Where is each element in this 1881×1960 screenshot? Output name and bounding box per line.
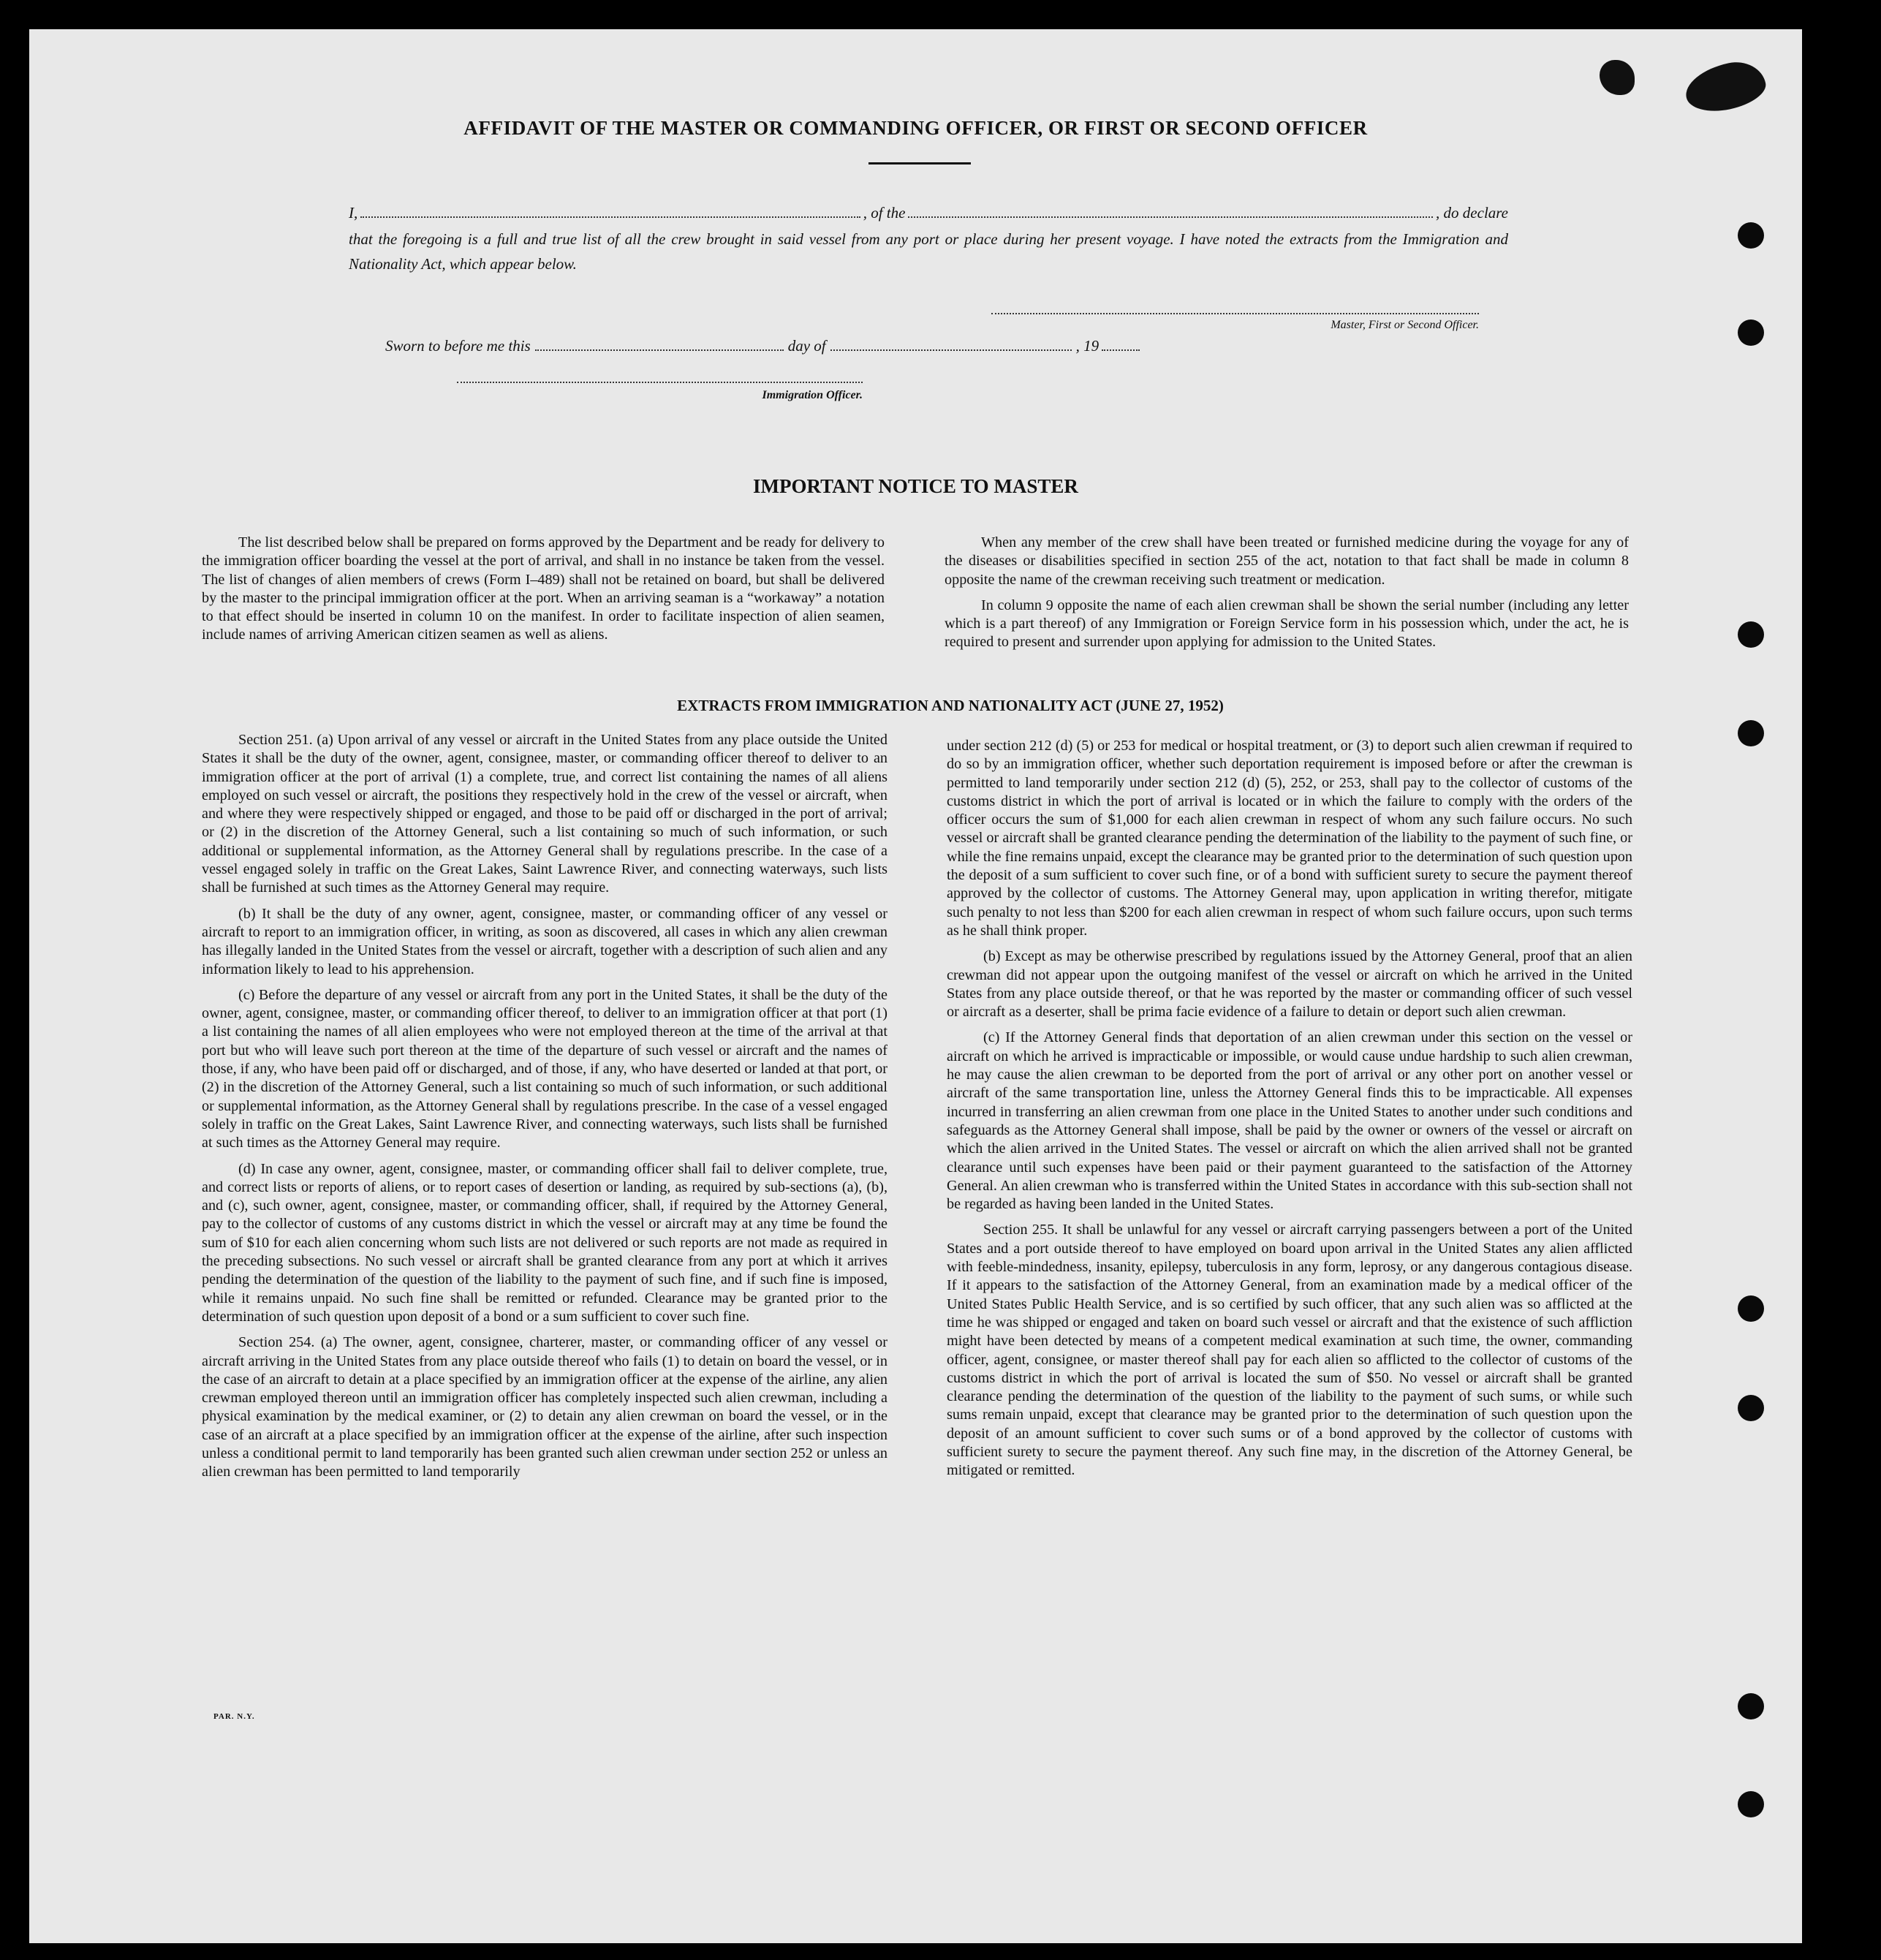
notice-paragraph: When any member of the crew shall have been treated or furnished medicine during the voyage for any of the diseases or disabilities specified in section 255 of the act, notation to that fact shall be made in column 8 opposite the name of the crewman receiving such treatment or medication. [945, 534, 1629, 588]
ink-blot [1681, 56, 1769, 118]
title-divider [868, 162, 971, 164]
binder-hole [1738, 720, 1764, 746]
name-field[interactable] [360, 203, 860, 218]
officer-signature-caption: Immigration Officer. [762, 389, 863, 401]
statute-paragraph: (d) In case any owner, agent, consignee, master, or commanding officer shall fail to deliver complete, true, and correct lists or reports of aliens, or to report cases of desertion or landing, as required by sub-sections (a), (b), and (c), such owner, agent, consignee, master, or commanding officer, shall, if required by the Attorney General, pay to the collector of customs of any customs district in which the vessel or aircraft may at any time be found the sum of $10 for each alien concerning whom such lists are not delivered or such reports are not made as required in the preceding subsections. No such vessel or aircraft shall be granted clearance from any port at which it arrives pending the determination of the question of the liability to the payment of such fine, and if such fine is imposed, while it remains unpaid. No such fine shall be remitted or refunded. Clearance may be granted prior to the determination of such question upon deposit of a bond or a sum sufficient to cover such fine. [202, 1160, 887, 1325]
binder-hole [1738, 1395, 1764, 1421]
statute-paragraph: (c) Before the departure of any vessel or aircraft from any port in the United States, it shall be the duty of the owner, agent, consignee, master, or commanding officer thereof, to deliver to an immigration officer at that port (1) a list containing the names of all alien employees who were not employed thereon at the time of the arrival at that port but who will leave such port thereon at the time of the departure of such vessel or aircraft and the names of those, if any, who have been paid off or discharged, and of those, if any, who have deserted or landed at that port, or (2) in the discretion of the Attorney General, such a list containing so much of such information, or such additional or supplemental information, as the Attorney General shall by regulations prescribe. In the case of a vessel engaged solely in traffic on the Great Lakes, Saint Lawrence River, and connecting waterways, such lists shall be furnished at such times as the Attorney General may require. [202, 986, 887, 1151]
year-label: , 19 [1075, 337, 1100, 355]
notice-title: IMPORTANT NOTICE TO MASTER [753, 475, 1078, 497]
binder-hole [1738, 1791, 1764, 1817]
statute-paragraph: Section 255. It shall be unlawful for any vessel or aircraft carrying passengers between a port of the United States and a port outside thereof to have employed on board upon arrival in the United States any alien afflicted with feeble-mindedness, insanity, epilepsy, tuberculosis in any form, leprosy, or any dangerous contagious disease. If it appears to the satisfaction of the Attorney General, from an examination made by a medical officer of the United States Public Health Service, and is so certified by such officer, that any such alien was so afflicted at the time he was shipped or engaged and taken on board such vessel or aircraft and that the existence of such affliction might have been detected by means of a competent medical examination at such time, the owner, commanding officer, agent, consignee, or master thereof shall pay for each alien so afflicted to the collector of customs of the customs district in which the port of arrival is located the sum of $50. No vessel or aircraft shall be granted clearance pending the determination of the question of the liability to the payment of such sums, or while such sums remain unpaid, except that clearance may be granted prior to the determination of such question upon the deposit of an amount sufficient to cover such sums or of a bond approved by the collector of customs with sufficient surety to secure the payment thereof. Any such fine may, in the discretion of the Attorney General, be mitigated or remitted. [947, 1222, 1632, 1479]
statute-paragraph: (b) Except as may be otherwise prescribed by regulations issued by the Attorney General, proof that an alien crewman did not appear upon the outgoing manifest of the vessel or aircraft on which he arrived in the United States from any place outside thereof, or that he was reported by the master or commanding officer of such vessel or aircraft as a deserter, shall be prima facie evidence of a failure to detain or deport such alien crewman. [947, 948, 1632, 1021]
notice-right-column [945, 534, 1629, 659]
of-the-label: , of the [863, 204, 906, 222]
statute-paragraph: Section 251. (a) Upon arrival of any vessel or aircraft in the United States from any place outside the United States it shall be the duty of the owner, agent, consignee, master, or commanding officer thereof to deliver to an immigration officer at the port of arrival (1) a complete, true, and correct list containing the names of all aliens employed on such vessel or aircraft, the positions they respectively hold in the crew of the vessel or aircraft, when and where they were respectively shipped or engaged, and those to be paid off or discharged in the port of arrival; or (2) in the discretion of the Attorney General, such a list containing so much of such information, or such additional or supplemental information, as the Attorney General shall by regulations prescribe. In the case of a vessel engaged solely in traffic on the Great Lakes, Saint Lawrence River, and connecting waterways, such lists shall be furnished at such times as the Attorney General may require. [202, 732, 887, 896]
notice-paragraph: In column 9 opposite the name of each alien crewman shall be shown the serial number (including any letter which is a part thereof) of any Immigration or Foreign Service form in his possession which, under the act, he is required to present and surrender upon applying for admission to the United States. [945, 597, 1629, 651]
statute-paragraph: (c) If the Attorney General finds that deportation of an alien crewman under this section on the vessel or aircraft on which he arrived is impracticable or impossible, or would cause undue hardship to such alien crewman, he may cause the alien crewman to be deported from the port of arrival or any other port on another vessel or aircraft of the same transportation line, unless the Attorney General finds this to be impracticable. All expenses incurred in transferring an alien crewman from one place in the United States to another under such conditions and safeguards as the Attorney General shall impose, shall be paid by the owner or owners of the vessel or aircraft on which the alien arrived in the United States. The vessel or aircraft on which the alien arrived shall not be granted clearance until such expenses have been paid or their payment guaranteed to the satisfaction of the Attorney General. An alien crewman who is transferred within the United States in accordance with this sub-section shall not be regarded as having been landed in the United States. [947, 1029, 1632, 1213]
notice-paragraph: The list described below shall be prepared on forms approved by the Department and be ready for delivery to the immigration officer boarding the vessel at the port of arrival, and shall in no instance be taken from the vessel. The list of changes of alien members of crews (Form I–489) shall not be retained on board, but shall be delivered by the master to the principal immigration officer at the port. When an arriving seaman is a “workaway” a notation to that effect should be inserted in column 10 on the manifest. In order to facilitate inspection of alien seamen, include names of arriving American citizen seamen as well as aliens. [202, 534, 885, 643]
statute-paragraph: (b) It shall be the duty of any owner, agent, consignee, master, or commanding officer of any vessel or aircraft to report to an immigration officer, in writing, as soon as discovered, all cases in which any alien crewman has illegally landed in the United States from the vessel or aircraft, together with a description of such alien and any information likely to lead to his apprehension. [202, 905, 887, 977]
sworn-year-field[interactable] [1102, 336, 1140, 351]
day-of-label: day of [787, 337, 826, 355]
sworn-month-field[interactable] [830, 336, 1072, 351]
master-signature-caption: Master, First or Second Officer. [1331, 319, 1479, 331]
affidavit-title: AFFIDAVIT OF THE MASTER OR COMMANDING OFFICER, OR FIRST OR SECOND OFFICER [463, 117, 1368, 139]
binder-hole [1738, 222, 1764, 249]
statute-paragraph: Section 254. (a) The owner, agent, consignee, charterer, master, or commanding officer of any vessel or aircraft arriving in the United States from any place outside thereof who fails (1) to detain on board the vessel, or in the case of an aircraft to detain at a place specified by an immigration officer at the expense of the airline, any alien crewman employed thereon until an immigration officer has completely inspected such alien crewman, including a physical examination by the medical examiner, or (2) to detain any alien crewman on board the vessel, or in the case of an aircraft at a place specified by an immigration officer at the expense of the airline, after such inspection unless a conditional permit to land temporarily has been granted such alien crewman under section 252 or unless an alien crewman has been permitted to land temporarily [202, 1334, 887, 1480]
binder-hole [1738, 1295, 1764, 1322]
binder-hole [1738, 621, 1764, 648]
do-declare-label: , do declare [1436, 204, 1508, 222]
document-page [29, 29, 1802, 1943]
vessel-field[interactable] [908, 203, 1433, 218]
notice-left-column [202, 534, 885, 652]
declaration-block [349, 199, 1508, 227]
declaration-text: that the foregoing is a full and true list of all the crew brought in said vessel from any port or place during her present voyage. I have noted the extracts from the Immigration and Nationality Act, which appear below. [349, 230, 1508, 273]
officer-signature-line[interactable] [457, 382, 863, 383]
ink-blot [1600, 60, 1635, 95]
printer-mark: PAR. N.Y. [213, 1712, 255, 1721]
sworn-day-field[interactable] [535, 336, 784, 351]
binder-hole [1738, 319, 1764, 346]
sworn-label: Sworn to before me this [385, 337, 531, 355]
statute-paragraph: under section 212 (d) (5) or 253 for medical or hospital treatment, or (3) to deport such alien crewman if required to do so by an immigration officer, whether such deportation requirement is imposed before or after the crewman is permitted to land temporarily under section 212 (d) (5), 252, or 253, shall pay to the collector of customs of the customs district in which the port of arrival is located or in which the failure to comply with the orders of the officer occurs the sum of $1,000 for each alien crewman in respect of whom any such failure occurs. No such vessel or aircraft shall be granted clearance pending the determination of the liability to the payment of such fine, or while the fine remains unpaid, except the clearance may be granted prior to the determination of such question upon the deposit of a sum sufficient to cover such fine, or of a bond with sufficient surety to secure the payment thereof approved by the collector of customs. The Attorney General may, upon application in writing therefor, mitigate such penalty to not less than $200 for each alien crewman in respect of whom such failure occurs, upon such terms as he shall think proper. [947, 738, 1632, 939]
sworn-line [385, 336, 1263, 355]
master-signature-line[interactable] [991, 313, 1479, 314]
extracts-right-column [947, 737, 1632, 1488]
extracts-left-column [202, 731, 887, 1489]
binder-hole [1738, 1693, 1764, 1719]
extracts-title: EXTRACTS FROM IMMIGRATION AND NATIONALITY ACT (JUNE 27, 1952) [677, 697, 1224, 714]
i-label: I, [349, 204, 358, 222]
